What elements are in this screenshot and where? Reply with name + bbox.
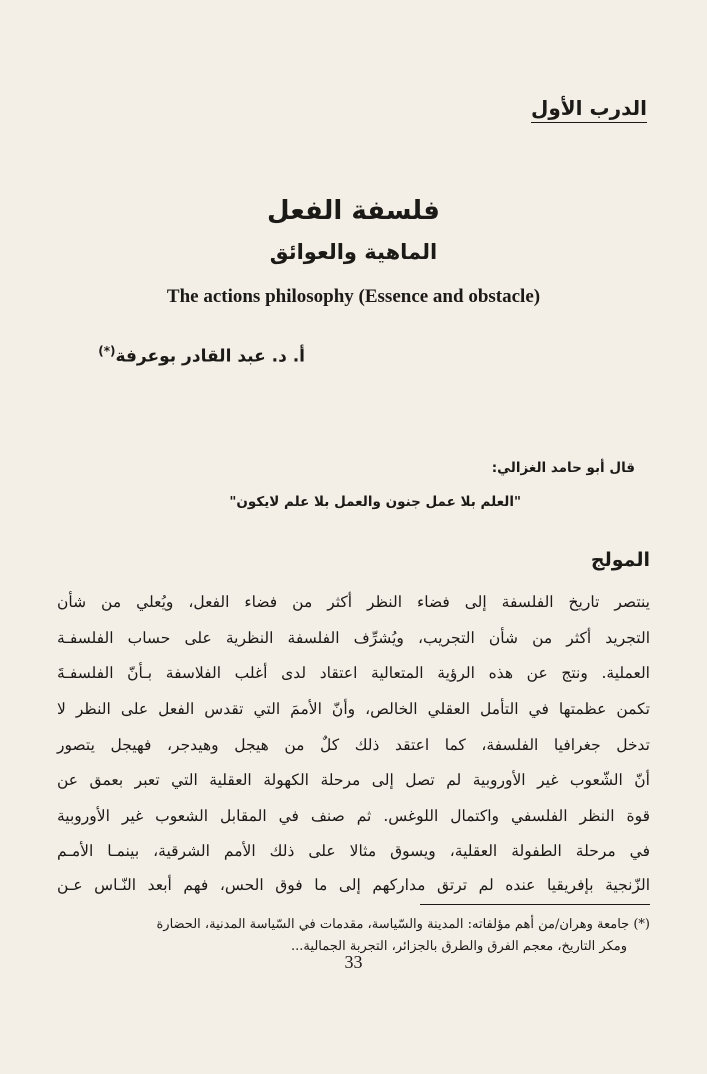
- body-line: قوة النظر الفلسفي واكتمال اللوغس. ثم صنف في المقابل الشعوب غير الأوروبية: [57, 807, 650, 825]
- body-line: العملية. ونتج عن هذه الرؤية المتعالية اعتقاد لدى أغلب الفلاسفة بـأنّ الفلسفـةَ: [57, 664, 650, 682]
- footnote-separator: [420, 904, 650, 905]
- body-line: تدخل جغرافيا الفلسفة، كما اعتقد ذلك كلٌ من هيجل وهيدجر، فهيجل يتصور: [57, 736, 650, 754]
- quote-attribution: قال أبو حامد الغزالي:: [491, 460, 635, 476]
- body-line: في مرحلة الطفولة العقلية، ويسوق مثالا على ذلك الأمم الشرقية، بينمـا الأمـم: [57, 842, 650, 860]
- author-line: [98, 344, 305, 367]
- section-label: الدرب الأول: [531, 96, 647, 123]
- body-line: ينتصر تاريخ الفلسفة إلى فضاء النظر أكثر من فضاء الفعل، ويُعلي من شأن: [57, 593, 650, 611]
- footnote-line: ومكر التاريخ، معجم الفرق والطرق بالجزائر، التجربة الجمالية...: [291, 939, 627, 954]
- article-title-english: The actions philosophy (Essence and obstacle): [166, 286, 541, 307]
- body-line: التجريد أكثر من شأن التجريب، ويُشرِّف الفلسفة النظرية على حساب الفلسفـة: [57, 629, 650, 647]
- author-name: أ. د. عبد القادر بوعرفة: [115, 346, 305, 367]
- body-line: الزّنجية بإفريقيا عنده لم ترتق مداركهم إلى ما فوق الحس، فهم أبعد النّـاس عـن: [57, 876, 650, 894]
- body-line: أنّ الشّعوب غير الأوروبية لم تصل إلى مرحلة الكهولة العقلية التي تعبر بعمق عن: [57, 771, 650, 789]
- footnote-marker: (*): [633, 917, 650, 932]
- epigraph-quote: "العلم بلا عمل جنون والعمل بلا علم لايكون": [229, 494, 521, 510]
- author-footnote-marker: (*): [98, 344, 116, 358]
- article-subtitle: الماهية والعوائق: [269, 240, 438, 264]
- section-heading: المولج: [590, 549, 650, 571]
- article-title: فلسفة الفعل: [267, 196, 440, 226]
- footnote-text: جامعة وهران/من أهم مؤلفاته: المدينة والسّياسة، مقدمات في السّياسة المدنية، الحضارة: [156, 917, 630, 932]
- page-number: 33: [344, 952, 363, 972]
- footnote-line: [57, 916, 650, 934]
- body-line: تكمن عظمتها في التأمل العقلي الخالص، وأنّ الأممَ التي تقدس الفعل على النظر لا: [57, 700, 650, 718]
